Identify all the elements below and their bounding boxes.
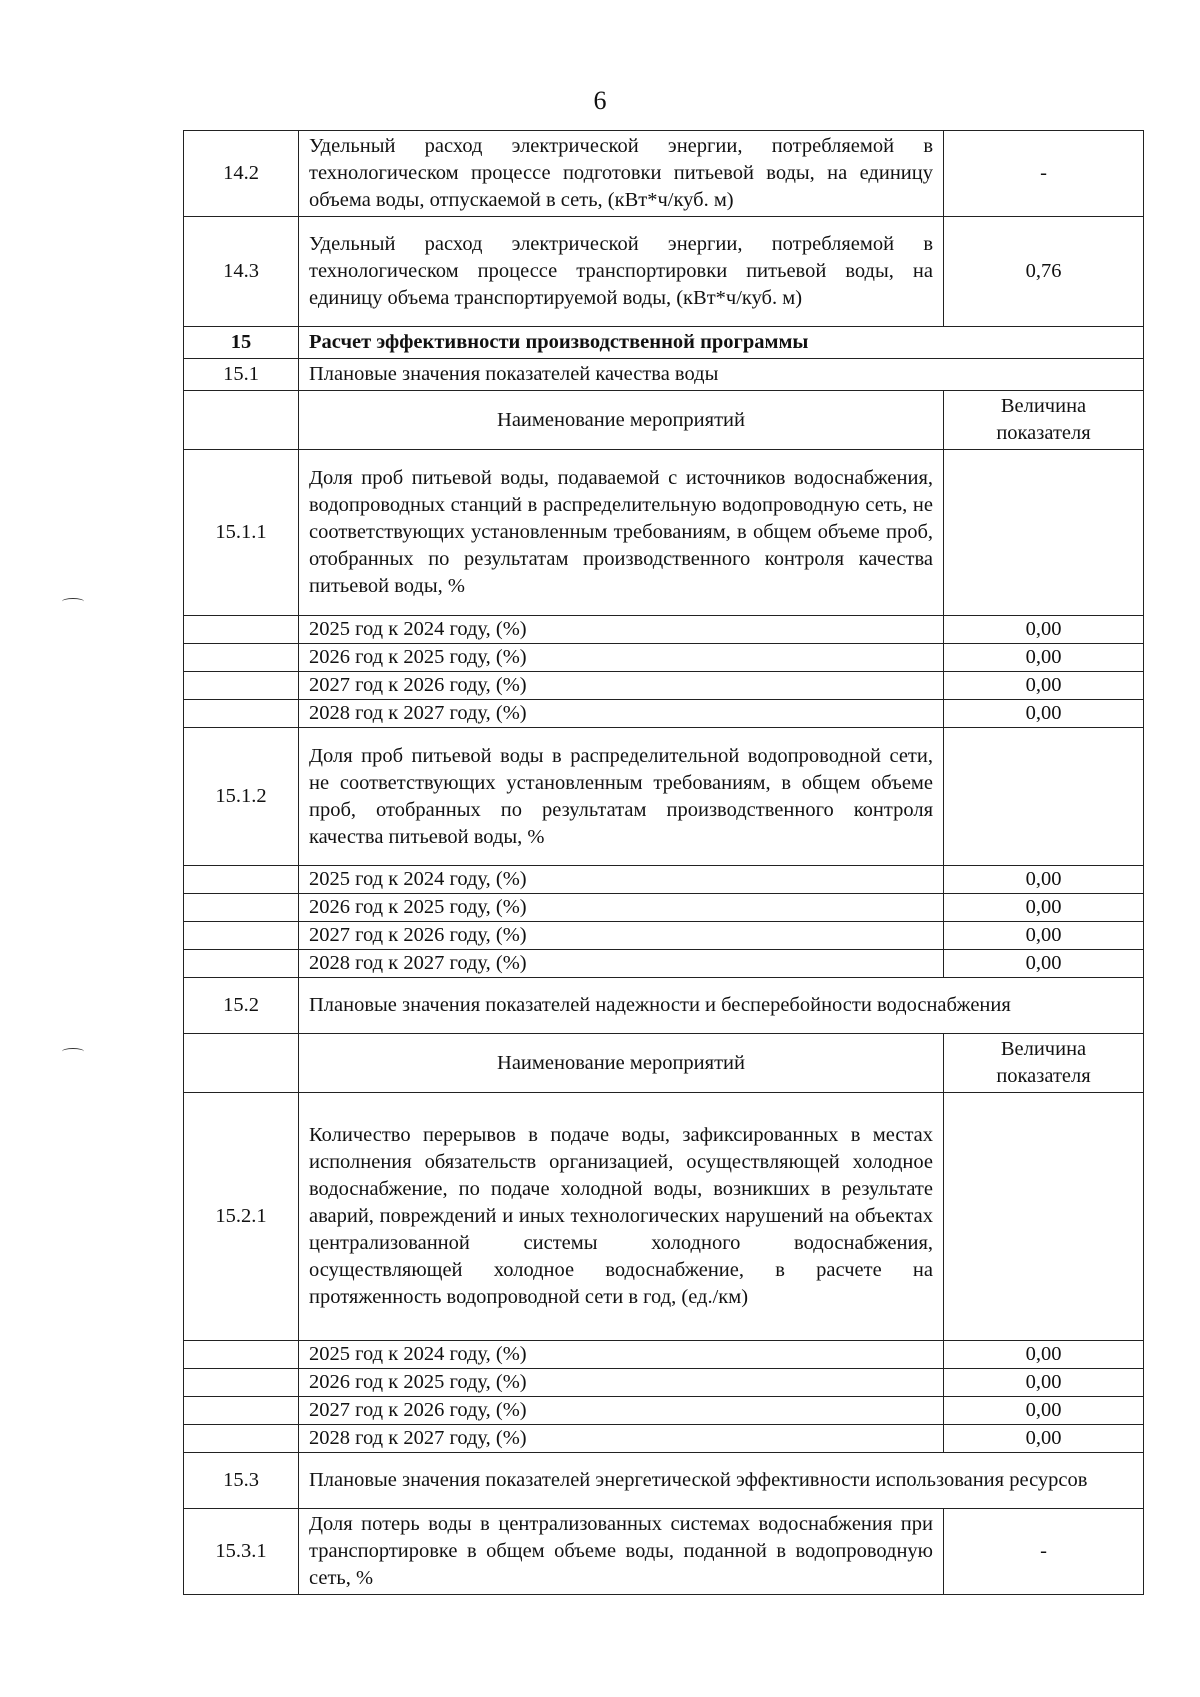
section-number: 15.3: [184, 1453, 299, 1509]
year-label: 2027 год к 2026 году, (%): [299, 1397, 944, 1425]
year-row: [184, 672, 1144, 700]
year-value: 0,00: [944, 1425, 1144, 1453]
year-value: 0,00: [944, 922, 1144, 950]
year-label: 2026 год к 2025 году, (%): [299, 1369, 944, 1397]
column-header-name: Наименование мероприятий: [299, 391, 944, 450]
year-value: 0,00: [944, 950, 1144, 978]
year-label: 2025 год к 2024 году, (%): [299, 616, 944, 644]
section-row-15-3: [184, 1453, 1144, 1509]
section-row-15-2: [184, 978, 1144, 1034]
table-row-15-1-2: [184, 728, 1144, 866]
year-label: 2027 год к 2026 году, (%): [299, 922, 944, 950]
year-label: 2026 год к 2025 году, (%): [299, 894, 944, 922]
row-number: 14.2: [184, 131, 299, 217]
punch-hole-mark: [62, 1048, 84, 1055]
row-description: Доля проб питьевой воды, подаваемой с источников водоснабжения, водопроводных станций в распределительную водопроводную сеть, не соответствующих установленным требованиям, в общем объеме проб, отобранных по результатам производственного контроля качества питьевой воды, %: [299, 450, 944, 616]
year-value: 0,00: [944, 644, 1144, 672]
year-row: [184, 1369, 1144, 1397]
year-row: [184, 1397, 1144, 1425]
column-header-name: Наименование мероприятий: [299, 1034, 944, 1093]
column-header-value: Величина показателя: [944, 1034, 1144, 1093]
section-title: Расчет эффективности производственной программы: [299, 327, 1144, 359]
section-number: 15: [184, 327, 299, 359]
year-label: 2027 год к 2026 году, (%): [299, 672, 944, 700]
year-row: [184, 894, 1144, 922]
year-row: [184, 644, 1144, 672]
year-value: 0,00: [944, 672, 1144, 700]
year-value: 0,00: [944, 1397, 1144, 1425]
column-header-value: Величина показателя: [944, 391, 1144, 450]
section-number: 15.1: [184, 359, 299, 391]
year-label: 2025 год к 2024 году, (%): [299, 1341, 944, 1369]
year-value: 0,00: [944, 616, 1144, 644]
section-number: 15.2: [184, 978, 299, 1034]
indicators-table: [183, 130, 1144, 1595]
year-label: 2028 год к 2027 году, (%): [299, 1425, 944, 1453]
row-number: 15.2.1: [184, 1093, 299, 1341]
section-title: Плановые значения показателей энергетической эффективности использования ресурсов: [299, 1453, 1144, 1509]
column-header-row: [184, 1034, 1144, 1093]
year-value: 0,00: [944, 894, 1144, 922]
row-description: Количество перерывов в подаче воды, зафиксированных в местах исполнения обязательств организацией, осуществляющей холодное водоснабжение, по подаче холодной воды, возникших в результате аварий, повреждений и иных технологических нарушений на объектах централизованной системы холодного водоснабжения, осуществляющей холодное водоснабжение, в расчете на протяженность водопроводной сети в год, (ед./км): [299, 1093, 944, 1341]
year-value: 0,00: [944, 1341, 1144, 1369]
table-row-14-2: [184, 131, 1144, 217]
year-row: [184, 700, 1144, 728]
section-row-15: [184, 327, 1144, 359]
row-description: Доля потерь воды в централизованных системах водоснабжения при транспортировке в общем объеме воды, поданной в водопроводную сеть, %: [299, 1509, 944, 1595]
row-number: 14.3: [184, 217, 299, 327]
year-row: [184, 950, 1144, 978]
year-row: [184, 922, 1144, 950]
year-label: 2025 год к 2024 году, (%): [299, 866, 944, 894]
year-value: 0,00: [944, 1369, 1144, 1397]
year-label: 2028 год к 2027 году, (%): [299, 700, 944, 728]
year-value: 0,00: [944, 700, 1144, 728]
row-number: 15.1.1: [184, 450, 299, 616]
row-number: 15.1.2: [184, 728, 299, 866]
row-value: -: [944, 131, 1144, 217]
punch-hole-mark: [62, 598, 84, 605]
row-description: Удельный расход электрической энергии, потребляемой в технологическом процессе подготовки питьевой воды, на единицу объема воды, отпускаемой в сеть, (кВт*ч/куб. м): [299, 131, 944, 217]
section-row-15-1: [184, 359, 1144, 391]
year-row: [184, 1341, 1144, 1369]
year-row: [184, 1425, 1144, 1453]
year-value: 0,00: [944, 866, 1144, 894]
section-title: Плановые значения показателей качества воды: [299, 359, 1144, 391]
row-number: 15.3.1: [184, 1509, 299, 1595]
year-row: [184, 866, 1144, 894]
row-value: 0,76: [944, 217, 1144, 327]
table-row-14-3: [184, 217, 1144, 327]
year-label: 2026 год к 2025 году, (%): [299, 644, 944, 672]
table-row-15-3-1: [184, 1509, 1144, 1595]
year-label: 2028 год к 2027 году, (%): [299, 950, 944, 978]
row-description: Удельный расход электрической энергии, потребляемой в технологическом процессе транспортировки питьевой воды, на единицу объема транспортируемой воды, (кВт*ч/куб. м): [299, 217, 944, 327]
table-row-15-2-1: [184, 1093, 1144, 1341]
table-row-15-1-1: [184, 450, 1144, 616]
year-row: [184, 616, 1144, 644]
column-header-row: [184, 391, 1144, 450]
page-number: 6: [593, 86, 607, 115]
section-title: Плановые значения показателей надежности и бесперебойности водоснабжения: [299, 978, 1144, 1034]
row-description: Доля проб питьевой воды в распределительной водопроводной сети, не соответствующих установленным требованиям, в общем объеме проб, отобранных по результатам производственного контроля качества питьевой воды, %: [299, 728, 944, 866]
row-value: -: [944, 1509, 1144, 1595]
